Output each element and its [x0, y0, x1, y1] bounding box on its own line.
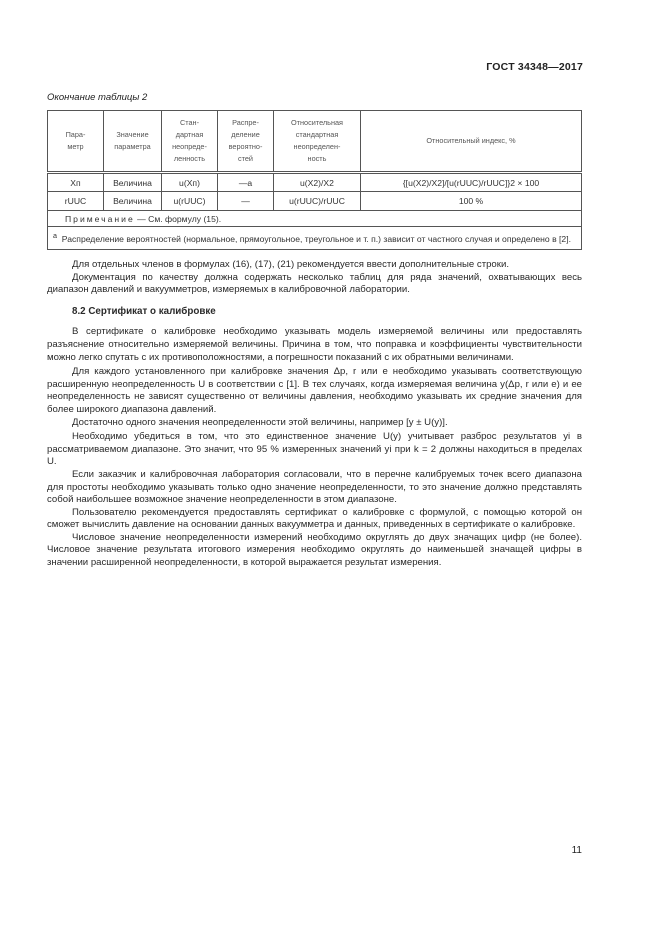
footnote-mark: a	[53, 232, 57, 240]
uncertainty-table	[47, 110, 582, 250]
column-header: Распре- деление вероятно- стей	[218, 111, 274, 173]
paragraph: Числовое значение неопределенности измерений необходимо округлять до двух значащих цифр (не более). Числовое значение результата итогового измерения необходимо округлять до наименьшей значащей цифры в значении расширенной неопределенности, в которой выражается результат измерения.	[47, 531, 582, 569]
table-caption: Окончание таблицы 2	[47, 92, 148, 103]
paragraph: Пользователю рекомендуется предоставлять сертификат о калибровке с формулой, с помощью которой он сможет вычислить давление на основании данных вакуумметра и данных, приведенных в сертификате о калибровке.	[47, 506, 582, 531]
document-standard-number: ГОСТ 34348—2017	[486, 61, 583, 73]
section-heading: 8.2 Сертификат о калибровке	[72, 305, 216, 317]
table-note-row	[48, 211, 582, 227]
paragraph: Необходимо убедиться в том, что это единственное значение U(y) учитывает разброс результатов yi в рассматриваемом диапазоне. Это значит, что 95 % измеренных значений yi при k = 2 должны находиться в пределах U.	[47, 431, 582, 468]
document-body	[47, 259, 582, 570]
table-note	[48, 211, 582, 227]
paragraph: Достаточно одного значения неопределенности этой величины, например [y ± U(y)].	[72, 416, 448, 428]
table-cell: Величина	[104, 173, 162, 192]
table-cell: Xп	[48, 173, 104, 192]
column-header: Пара- метр	[48, 111, 104, 173]
table-cell: Величина	[104, 192, 162, 211]
paragraph: Для отдельных членов в формулах (16), (17), (21) рекомендуется ввести дополнительные строки.	[72, 259, 509, 270]
table-cell: u(X2)/X2	[274, 173, 361, 192]
column-header: Значение параметра	[104, 111, 162, 173]
column-header: Относительная стандартная неопределен- ность	[274, 111, 361, 173]
table-footnote	[48, 227, 582, 250]
note-label: Примечание	[65, 213, 135, 224]
table-cell: u(rUUC)	[162, 192, 218, 211]
page-number: 11	[571, 845, 582, 856]
column-header: Относительный индекс, %	[361, 111, 582, 173]
table-cell: u(rUUC)/rUUC	[274, 192, 361, 211]
paragraph: Документация по качеству должна содержать несколько таблиц для ряда значений, охватывающих весь диапазон давлений и вакуумметров, измеряемых в калибровочной лаборатории.	[47, 271, 582, 296]
paragraph: В сертификате о калибровке необходимо указывать модель измеряемой величины или предоставлять разъяснение относительно измеряемой величины. Причина в том, что поправка и коэффициенты чувствительности можно легко спутать с их противоположностями, а погрешности показаний с их обратными величинами.	[47, 326, 582, 363]
paragraph: Если заказчик и калибровочная лаборатория согласовали, что в перечне калибруемых точек всего диапазона для простоты необходимо указывать только одно значение неопределенности, то это значение должно представлять собой наибольшее возможное значение неопределенности в этом диапазоне.	[47, 468, 582, 506]
footnote-text: Распределение вероятностей (нормальное, прямоугольное, треугольное и т. п.) зависит от частного случая и определено в [2].	[61, 233, 571, 244]
paragraph: Для каждого установленного при калибровке значения Δp, r или e необходимо указывать соответствующую расширенную неопределенность U в соответствии с [1]. В тех случаях, когда измеряемая величина y(Δp, r или e) и ее неопределенность не зависят существенно от величины давления, необходимо указывать их средние значения для более широкого диапазона давлений.	[47, 366, 582, 415]
table-cell: {[u(X2)/X2]/[u(rUUC)/rUUC]}2 × 100	[361, 173, 582, 192]
table-cell: u(Xп)	[162, 173, 218, 192]
column-header: Стан- дартная неопреде- ленность	[162, 111, 218, 173]
table-cell: —a	[218, 173, 274, 192]
table-cell: 100 %	[361, 192, 582, 211]
table-cell: —	[218, 192, 274, 211]
table-footnote-row	[48, 227, 582, 250]
table-cell: rUUC	[48, 192, 104, 211]
note-text: — См. формулу (15).	[134, 213, 222, 224]
table-row	[48, 173, 582, 192]
table-header-row	[48, 111, 582, 173]
table-row	[48, 192, 582, 211]
